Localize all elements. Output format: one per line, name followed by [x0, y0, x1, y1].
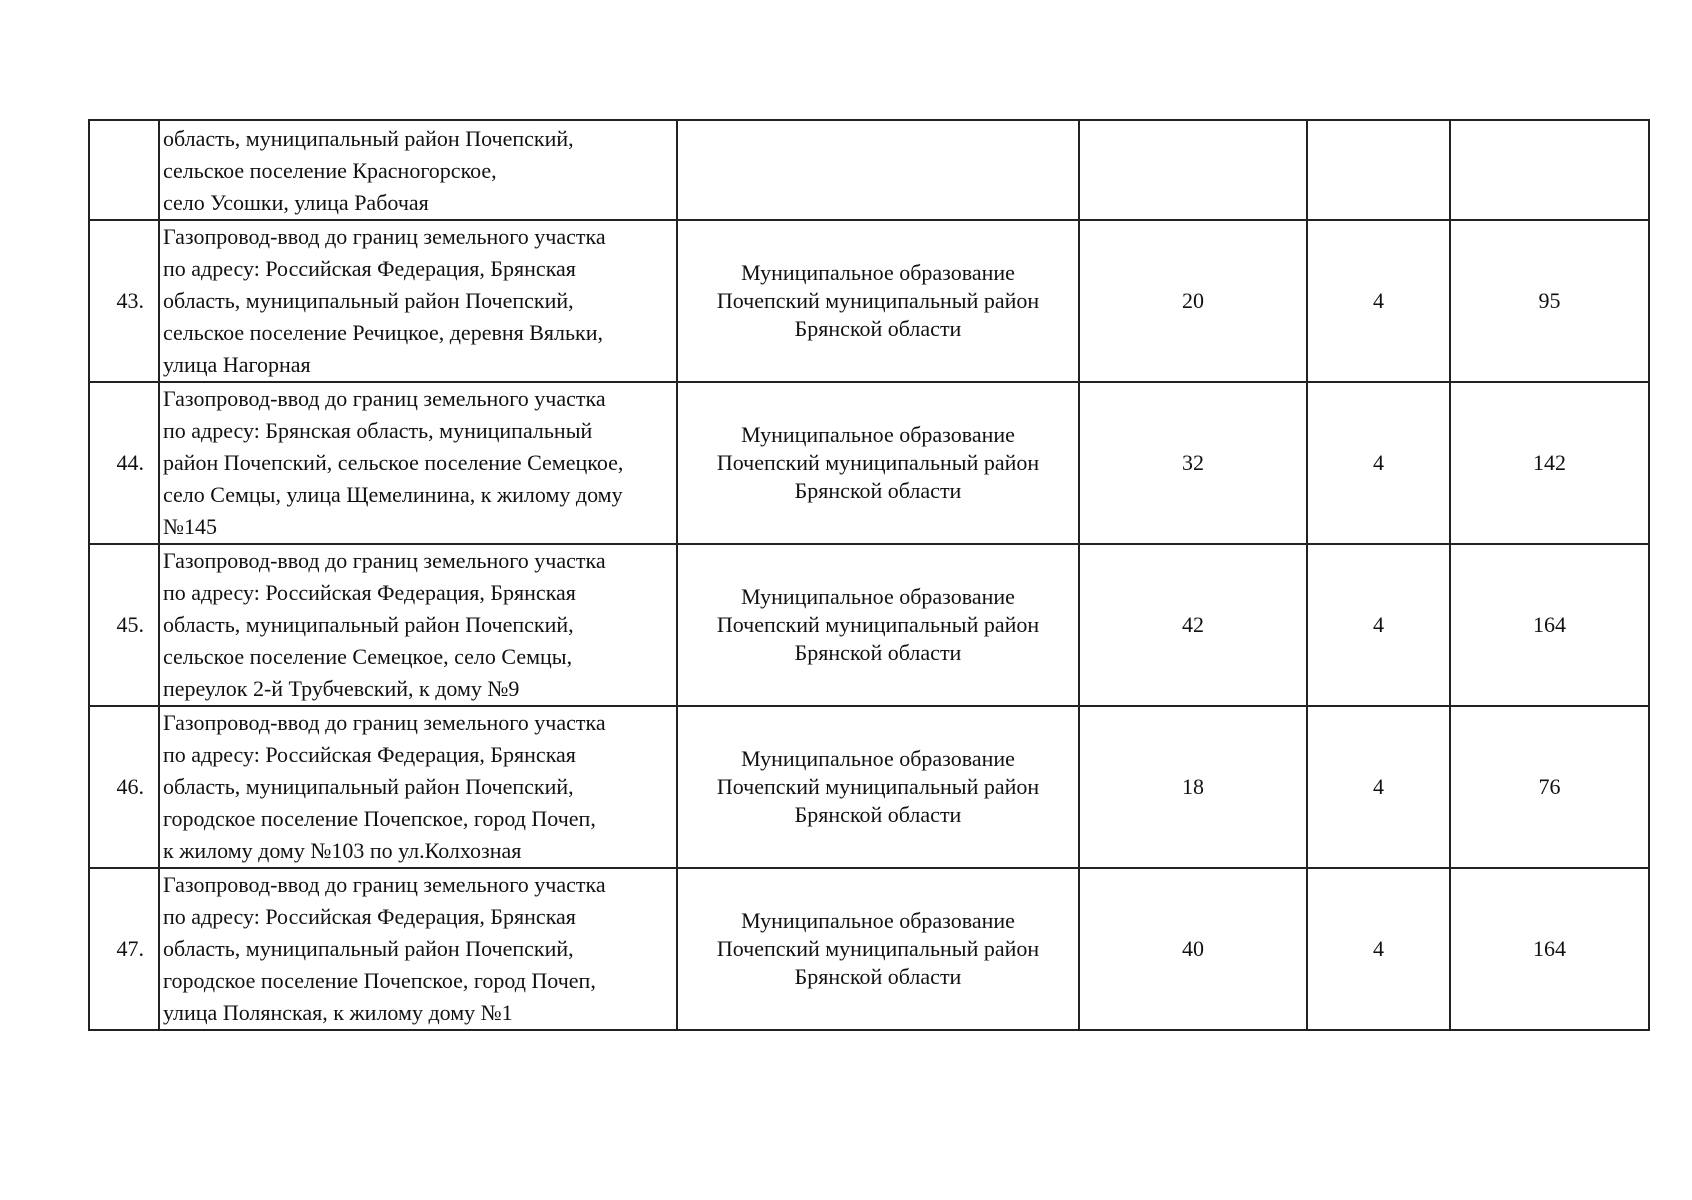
table-row [89, 382, 1649, 544]
row-number: 45. [89, 544, 159, 706]
row-number: 43. [89, 220, 159, 382]
owner-cell [677, 220, 1079, 382]
object-description-cell [159, 120, 677, 220]
row-number: 44. [89, 382, 159, 544]
object-description: Газопровод-ввод до границ земельного участка по адресу: Российская Федерация, Брянская область, муниципальный район Почепский, городское поселение Почепское, город Почеп, к жилому дому №103 по ул.Колхозная [163, 710, 606, 863]
owner-name: Муниципальное образование Почепский муниципальный район Брянской области [716, 260, 1040, 341]
length-value: 20 [1079, 220, 1307, 382]
object-description-cell [159, 706, 677, 868]
object-description: Газопровод-ввод до границ земельного участка по адресу: Российская Федерация, Брянская область, муниципальный район Почепский, сельское поселение Семецкое, село Семцы, переулок 2-й Трубчевский, к дому №9 [163, 548, 606, 701]
value-value: 142 [1450, 382, 1649, 544]
row-number: 47. [89, 868, 159, 1030]
object-description-cell [159, 544, 677, 706]
owner-cell [677, 544, 1079, 706]
value-value: 95 [1450, 220, 1649, 382]
owner-name: Муниципальное образование Почепский муниципальный район Брянской области [716, 746, 1040, 827]
table-row [89, 544, 1649, 706]
owner-name: Муниципальное образование Почепский муниципальный район Брянской области [716, 908, 1040, 989]
table-row [89, 706, 1649, 868]
owner-name: Муниципальное образование Почепский муниципальный район Брянской области [716, 584, 1040, 665]
value-cell [1450, 120, 1649, 220]
object-description: Газопровод-ввод до границ земельного участка по адресу: Брянская область, муниципальный район Почепский, сельское поселение Семецкое, село Семцы, улица Щемелинина, к жилому дому №145 [163, 386, 624, 539]
length-value: 32 [1079, 382, 1307, 544]
diameter-cell [1307, 120, 1450, 220]
diameter-value: 4 [1307, 382, 1450, 544]
row-number-cell [89, 120, 159, 220]
diameter-value: 4 [1307, 868, 1450, 1030]
length-value: 42 [1079, 544, 1307, 706]
owner-name: Муниципальное образование Почепский муниципальный район Брянской области [716, 422, 1040, 503]
owner-cell [677, 706, 1079, 868]
owner-cell [677, 120, 1079, 220]
value-value: 76 [1450, 706, 1649, 868]
table-row-continuation [89, 120, 1649, 220]
property-registry-table [88, 119, 1650, 1031]
object-description-cell [159, 220, 677, 382]
object-description-cell [159, 868, 677, 1030]
value-value: 164 [1450, 868, 1649, 1030]
value-value: 164 [1450, 544, 1649, 706]
diameter-value: 4 [1307, 220, 1450, 382]
object-description: Газопровод-ввод до границ земельного участка по адресу: Российская Федерация, Брянская область, муниципальный район Почепский, городское поселение Почепское, город Почеп, улица Полянская, к жилому дому №1 [163, 872, 606, 1025]
object-description: Газопровод-ввод до границ земельного участка по адресу: Российская Федерация, Брянская область, муниципальный район Почепский, сельское поселение Речицкое, деревня Вяльки, улица Нагорная [163, 224, 606, 377]
diameter-value: 4 [1307, 706, 1450, 868]
table-row [89, 868, 1649, 1030]
diameter-value: 4 [1307, 544, 1450, 706]
length-value: 40 [1079, 868, 1307, 1030]
object-description: область, муниципальный район Почепский, сельское поселение Красногорское, село Усошки, улица Рабочая [163, 126, 574, 215]
owner-cell [677, 868, 1079, 1030]
row-number: 46. [89, 706, 159, 868]
owner-cell [677, 382, 1079, 544]
length-value: 18 [1079, 706, 1307, 868]
table-row [89, 220, 1649, 382]
length-cell [1079, 120, 1307, 220]
object-description-cell [159, 382, 677, 544]
